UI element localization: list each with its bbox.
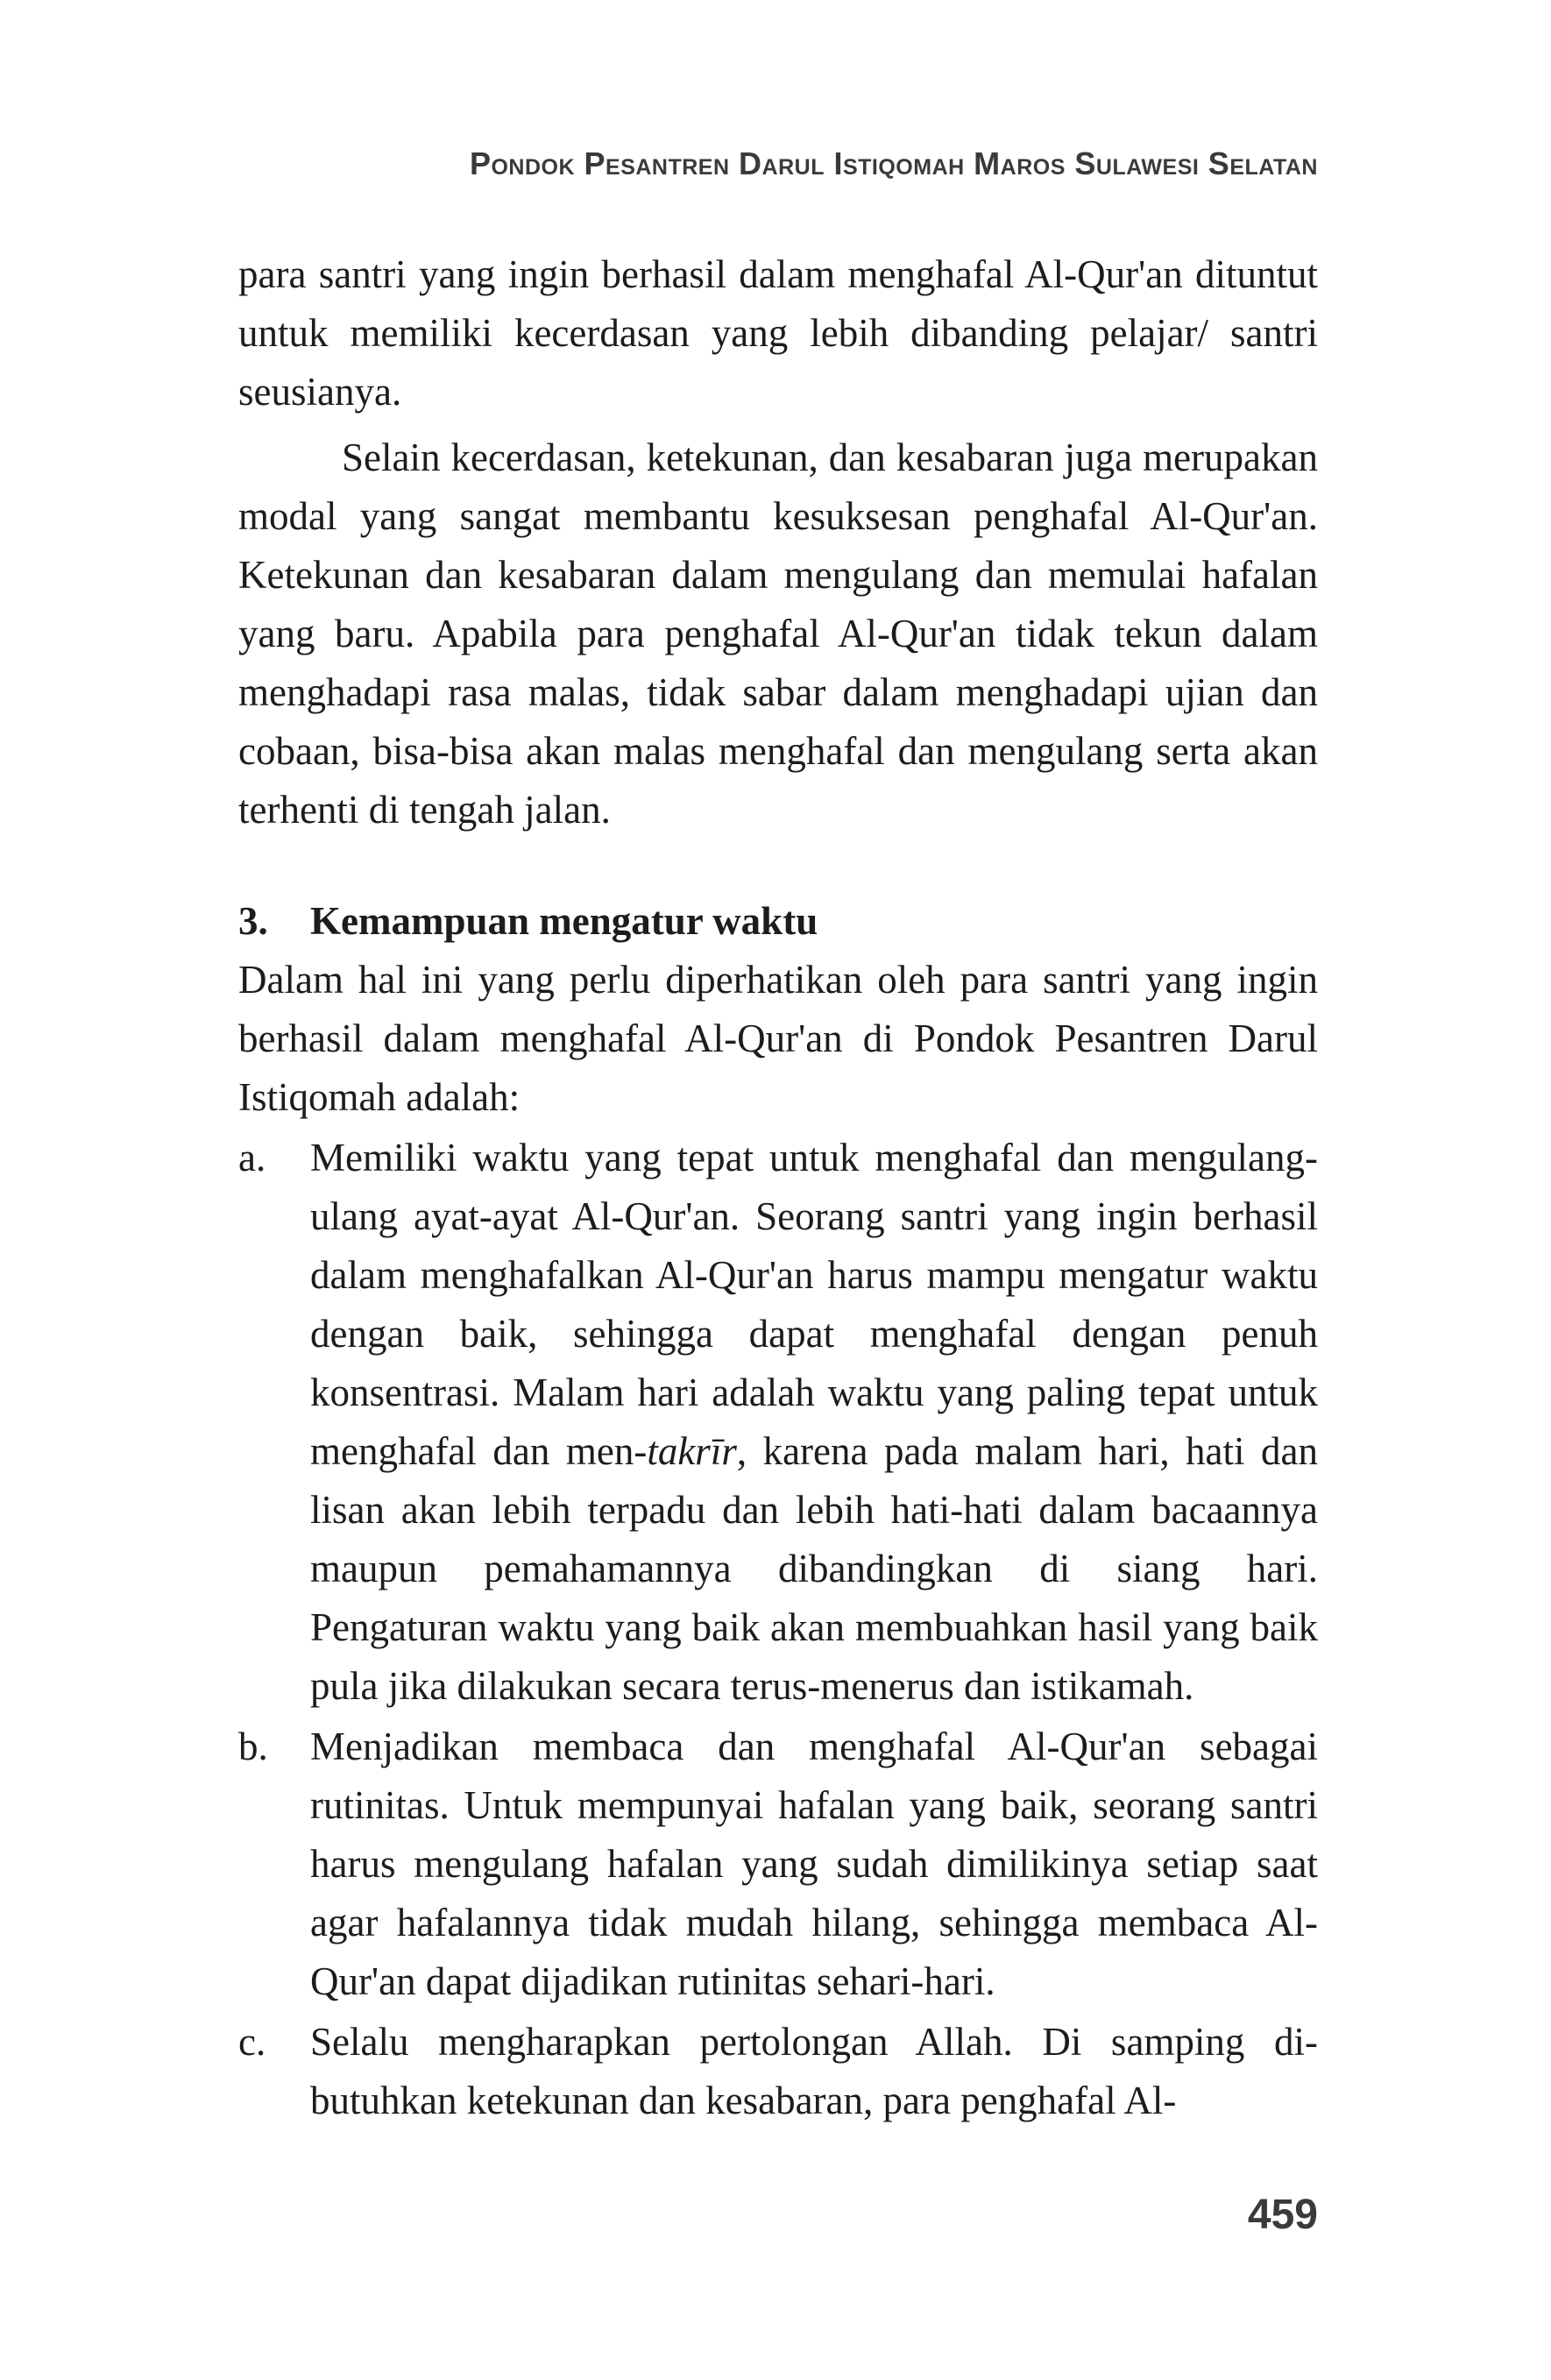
list-marker: a. [238, 1136, 266, 1179]
list-item-a [238, 1129, 1318, 1716]
list-item-b [238, 1718, 1318, 2011]
list-item-text [310, 1129, 1318, 1716]
list-marker: c. [238, 2020, 266, 2064]
list-item-text-part: , karena pada malam hari, hati dan lisan akan lebih terpadu dan lebih hati-hati dalam bacaannya maupun pemahamannya dibandingkan di siang hari. Pengaturan waktu yang baik akan membuahkan hasil yang baik pula jika dilakukan secara terus-menerus dan istikamah. [310, 1429, 1319, 1708]
paragraph: Selain kecerdasan, ketekunan, dan kesabaran juga merupakan modal yang sangat membantu kesuksesan penghafal Al-Qur'an. Ketekunan dan kesabaran dalam mengulang dan memulai hafalan yang baru. Apabila para penghafal Al-Qur'an tidak tekun dalam menghadapi rasa malas, tidak sabar dalam menghadapi ujian dan cobaan, bisa-bisa akan malas menghafal dan mengulang serta akan terhenti di tengah jalan. [238, 436, 1318, 832]
list-item-text-part: Memiliki waktu yang tepat untuk menghafal dan mengulang-ulang ayat-ayat Al-Qur'an. Seorang santri yang ingin berhasil dalam menghafalkan Al-Qur'an harus mampu mengatur waktu dengan baik, sehingga dapat menghafal dengan penuh konsentrasi. Malam hari adalah waktu yang paling tepat untuk menghafal dan men- [310, 1136, 1318, 1473]
running-header: Pondok Pesantren Darul Istiqomah Maros Sulawesi Selatan [469, 145, 1318, 181]
body-text [238, 245, 1318, 2130]
page-number: 459 [1247, 2192, 1318, 2238]
section-heading [238, 892, 1318, 951]
italic-term: takrīr [647, 1429, 737, 1473]
section-intro: Dalam hal ini yang perlu diperhatikan oleh para santri yang ingin berhasil dalam menghafal Al-Qur'an di Pondok Pesantren Darul Istiqomah adalah: [238, 958, 1318, 1119]
section-title: Kemampuan mengatur waktu [310, 899, 818, 943]
list-marker: b. [238, 1725, 268, 1768]
list [238, 1129, 1318, 2130]
list-item-text: Selalu mengharapkan pertolongan Allah. Di samping dibutuhkan ketekunan dan kesabaran, para penghafal Al- [310, 2020, 1318, 2122]
list-item-text: Menjadikan membaca dan menghafal Al-Qur'an sebagai rutinitas. Untuk mempunyai hafalan yang baik, seorang santri harus mengulang hafalan yang sudah dimilikinya setiap saat agar hafalannya tidak mudah hilang, sehingga membaca Al-Qur'an dapat dijadikan rutinitas sehari-hari. [310, 1725, 1318, 2003]
section-number: 3. [238, 899, 268, 943]
list-item-c [238, 2013, 1318, 2130]
paragraph-continued: para santri yang ingin berhasil dalam menghafal Al-Qur'an dituntut untuk memiliki kecerdasan yang lebih dibanding pelajar/ santri seusianya. [238, 252, 1318, 414]
